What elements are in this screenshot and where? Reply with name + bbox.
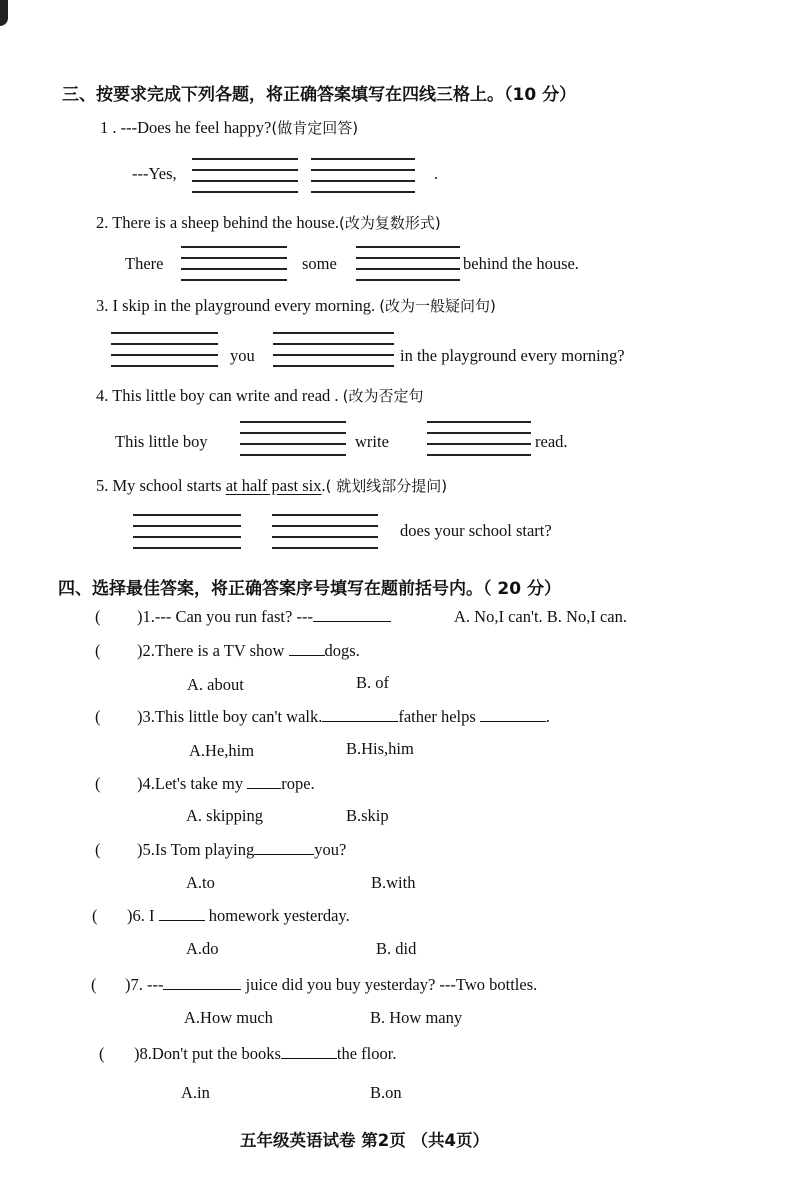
- page-footer: 五年级英语试卷 第2页 （共4页）: [240, 1131, 489, 1150]
- s3-q2: [96, 212, 441, 233]
- s3-q2-word1: There: [125, 254, 164, 273]
- s3-q4-writing-lines-2[interactable]: [427, 421, 531, 455]
- section4-title: 四、选择最佳答案，将正确答案序号填写在题前括号内。（ 20 分）: [58, 579, 561, 599]
- s4-q6-after: homework yesterday.: [208, 906, 350, 925]
- s3-q5-dot: .: [321, 476, 326, 495]
- s3-q3-writing-lines-1[interactable]: [111, 332, 218, 366]
- s4-q7-after: juice did you buy yesterday? ---Two bottles.: [245, 975, 538, 994]
- s3-q2-note: (改为复数形式): [339, 214, 441, 232]
- s4-q1-blank: [313, 607, 391, 622]
- s3-q4-text: 4. This little boy can write and read .: [96, 386, 339, 405]
- s4-q2-blank: [289, 641, 325, 656]
- s4-q3-blank-1: [322, 707, 398, 722]
- s4-q1-paren[interactable]: (: [95, 607, 101, 626]
- s4-q3-option-a: A.He,him: [189, 741, 255, 760]
- s4-q7-blank: [163, 975, 241, 990]
- s3-q2-writing-lines-2[interactable]: [356, 246, 460, 280]
- s4-q3-mid: father helps: [398, 707, 476, 726]
- s4-q5-option-b: B.with: [371, 873, 416, 892]
- s4-q8-option-b: B.on: [370, 1083, 402, 1102]
- s4-q6-option-b: B. did: [376, 939, 417, 958]
- s3-q4-word1: This little boy: [115, 432, 208, 451]
- s4-q5-after: you?: [314, 840, 347, 859]
- s4-q4-after: rope.: [281, 774, 315, 793]
- section3-title: 三、按要求完成下列各题，将正确答案填写在四线三格上。（10 分）: [62, 85, 577, 105]
- s4-q8: [134, 1044, 396, 1064]
- s4-q5-blank: [254, 840, 314, 855]
- s4-q4-text: )4.Let's take my: [137, 774, 244, 793]
- s3-q2-writing-lines-1[interactable]: [181, 246, 287, 280]
- s4-q2-option-a: A. about: [187, 675, 244, 694]
- s3-q5-note: ( 就划线部分提问): [325, 477, 448, 495]
- s4-q7-option-b: B. How many: [370, 1008, 463, 1027]
- s4-q2-option-b: B. of: [356, 673, 389, 692]
- s4-q6-text: )6. I: [127, 906, 155, 925]
- s3-q2-word2: some: [302, 254, 337, 273]
- s3-q4-word3: read.: [535, 432, 568, 451]
- s4-q5-paren[interactable]: (: [95, 840, 101, 859]
- s4-q7-text: )7. ---: [125, 975, 164, 994]
- s4-q7-paren[interactable]: (: [91, 975, 97, 994]
- s3-q2-text: 2. There is a sheep behind the house.: [96, 213, 340, 232]
- s4-q2: [137, 641, 360, 661]
- s4-q7-option-a: A.How much: [184, 1008, 273, 1027]
- s4-q8-option-a: A.in: [181, 1083, 210, 1102]
- s4-q5: [137, 840, 346, 860]
- s3-q2-word3: behind the house.: [463, 254, 579, 273]
- s4-q4-paren[interactable]: (: [95, 774, 101, 793]
- s3-q5-underlined: at half past six: [225, 476, 322, 495]
- s4-q1: [137, 607, 391, 627]
- s3-q1-writing-lines-2[interactable]: [311, 158, 415, 192]
- s4-q4-option-b: B.skip: [346, 806, 389, 825]
- s3-q1-answer-prefix: ---Yes,: [132, 164, 177, 183]
- s4-q4: [137, 774, 315, 794]
- s4-q1-text: )1.--- Can you run fast? ---: [137, 607, 313, 626]
- s4-q2-after: dogs.: [324, 641, 360, 660]
- s3-q3-text: 3. I skip in the playground every morning.: [96, 296, 376, 315]
- s3-q3-note: (改为一般疑问句): [379, 297, 496, 315]
- s4-q6-paren[interactable]: (: [92, 906, 98, 925]
- s4-q3-end: .: [545, 707, 551, 726]
- s4-q3-option-b: B.His,him: [346, 739, 414, 758]
- s3-q1-writing-lines-1[interactable]: [192, 158, 298, 192]
- s4-q7: [125, 975, 537, 995]
- s3-q5-word1: does your school start?: [400, 521, 552, 540]
- s4-q8-blank: [281, 1044, 337, 1059]
- s3-q4-word2: write: [355, 432, 389, 451]
- s3-q5: [96, 475, 447, 496]
- s3-q4: [96, 385, 424, 406]
- s4-q3-text: )3.This little boy can't walk.: [137, 707, 323, 726]
- s3-q5-writing-lines-1[interactable]: [133, 514, 241, 548]
- s3-q5-writing-lines-2[interactable]: [272, 514, 378, 548]
- s3-q4-writing-lines-1[interactable]: [240, 421, 346, 455]
- s4-q4-option-a: A. skipping: [186, 806, 264, 825]
- s3-q4-note: (改为否定句: [342, 387, 424, 405]
- s4-q5-option-a: A.to: [186, 873, 215, 892]
- s3-q1-tail: .: [434, 164, 439, 183]
- s4-q2-paren[interactable]: (: [95, 641, 101, 660]
- s4-q8-text: )8.Don't put the books: [134, 1044, 281, 1063]
- s4-q6-option-a: A.do: [186, 939, 219, 958]
- s4-q1-options: A. No,I can't. B. No,I can.: [454, 607, 627, 626]
- s4-q8-after: the floor.: [336, 1044, 397, 1063]
- s3-q3-word2: in the playground every morning?: [400, 346, 625, 365]
- s3-q1-note: (做肯定回答): [271, 119, 359, 137]
- s4-q8-paren[interactable]: (: [99, 1044, 105, 1063]
- s4-q6: [127, 906, 350, 926]
- s4-q5-text: )5.Is Tom playing: [137, 840, 255, 859]
- s3-q3-writing-lines-2[interactable]: [273, 332, 394, 366]
- s3-q5-text: 5. My school starts: [96, 476, 222, 495]
- s4-q3-blank-2: [480, 707, 546, 722]
- s4-q2-text: )2.There is a TV show: [137, 641, 285, 660]
- scan-corner-mark: [0, 0, 8, 26]
- s3-q3: [96, 295, 496, 316]
- s3-q1: [100, 117, 358, 138]
- s4-q3-paren[interactable]: (: [95, 707, 101, 726]
- s3-q1-text: 1 . ---Does he feel happy?: [100, 118, 272, 137]
- s4-q6-blank: [159, 906, 205, 921]
- s3-q3-word1: you: [230, 346, 255, 365]
- s4-q4-blank: [247, 774, 281, 789]
- s4-q3: [137, 707, 550, 727]
